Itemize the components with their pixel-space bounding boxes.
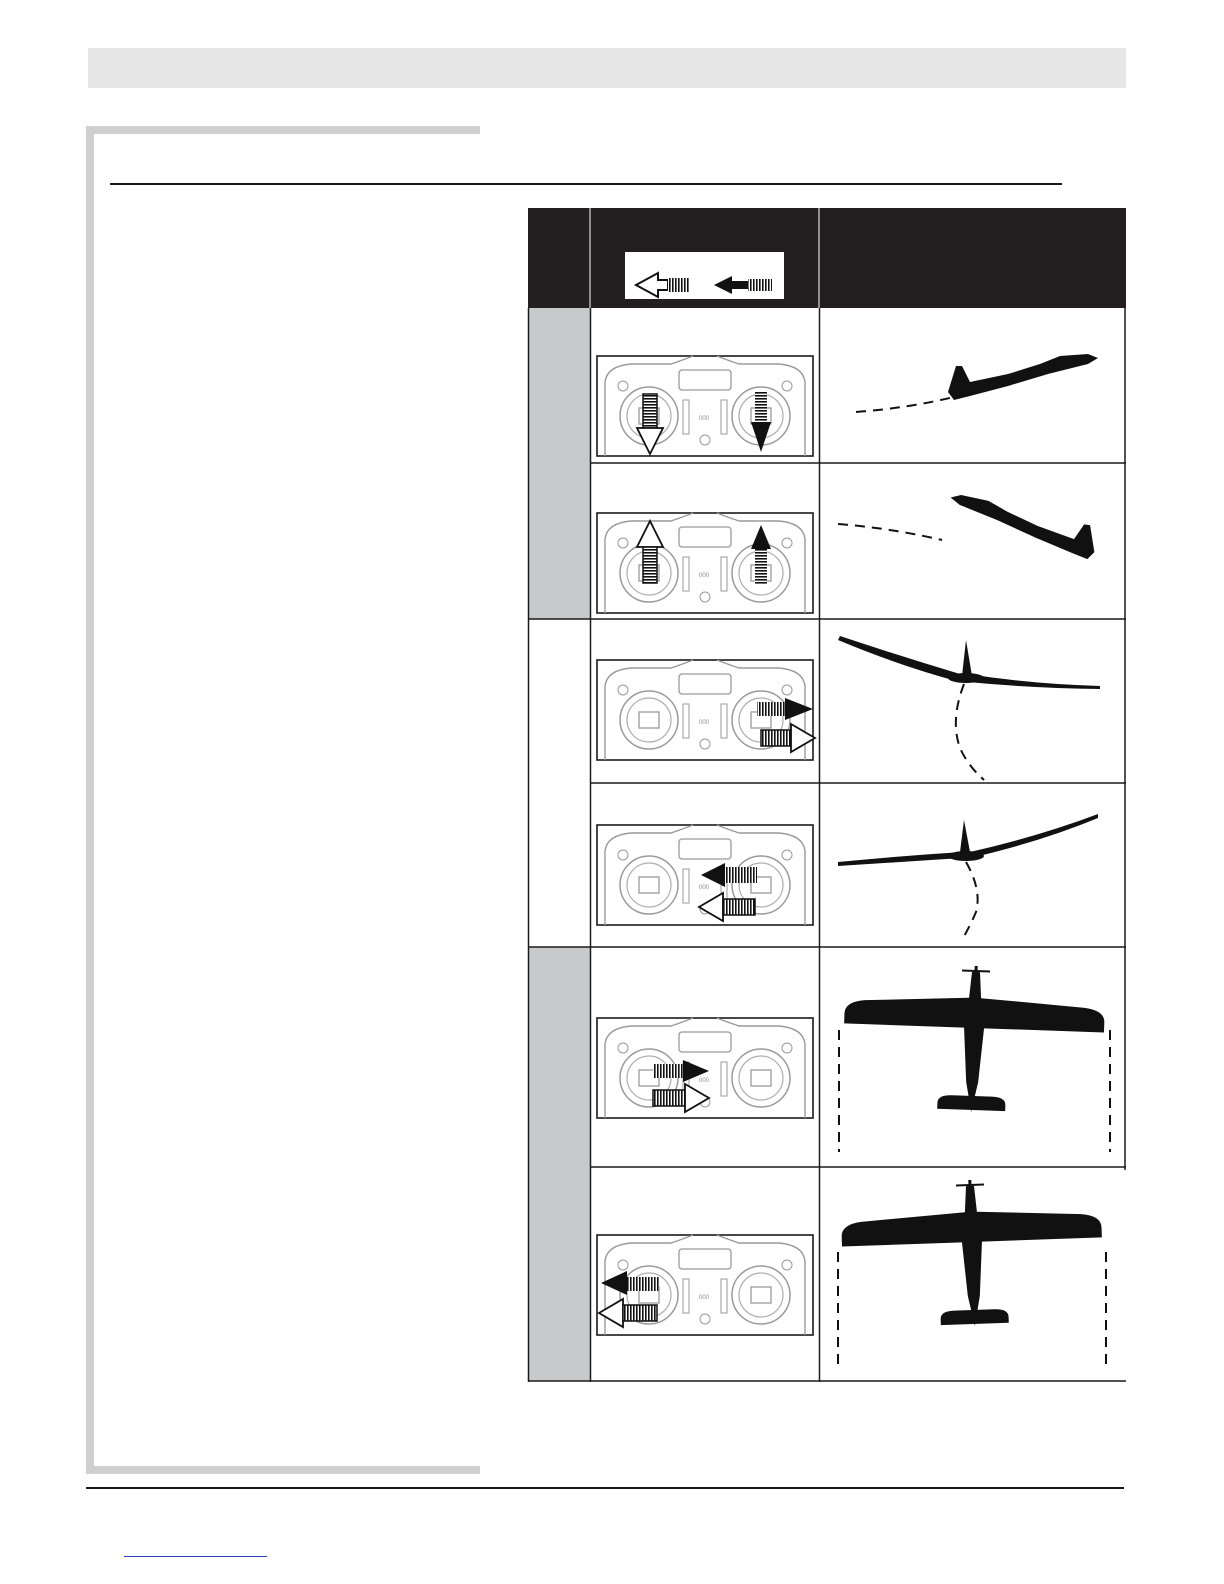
glider-yaw-right: [841, 961, 1106, 1116]
glider-bank-left: [838, 814, 1098, 866]
section-label-rudder: [528, 947, 590, 1381]
footer-link-underline[interactable]: [124, 1556, 267, 1557]
page-header-bar: [88, 48, 1126, 88]
aileron-right-stick: [597, 660, 815, 760]
section-label-elevator: [528, 308, 590, 619]
footer-rule: [86, 1487, 1124, 1489]
glider-yaw-left: [840, 1175, 1105, 1330]
elevator-up-stick: [597, 356, 813, 456]
rudder-right-stick: [597, 1018, 813, 1118]
flight-path-dashed-2: [838, 524, 942, 540]
table-header: [528, 208, 1126, 308]
glider-dive: [945, 494, 1100, 560]
arrow-legend: [625, 252, 784, 299]
sidebar-frame-left: [86, 126, 94, 1474]
flight-path-dashed-3: [956, 684, 984, 780]
section-title-rule: [110, 183, 1062, 185]
sidebar-frame-bottom: [86, 1466, 480, 1474]
flight-path-dashed-4: [962, 862, 978, 940]
glider-climb: [948, 354, 1098, 400]
elevator-down-stick: [597, 513, 813, 613]
sidebar-frame-top: [86, 126, 480, 134]
glider-bank-right: [838, 636, 1100, 689]
control-response-table: [528, 208, 1126, 1384]
rudder-left-stick: [597, 1235, 813, 1335]
flight-path-dashed-1: [856, 396, 958, 412]
aileron-left-stick: [597, 825, 813, 925]
section-label-aileron: [528, 619, 590, 947]
